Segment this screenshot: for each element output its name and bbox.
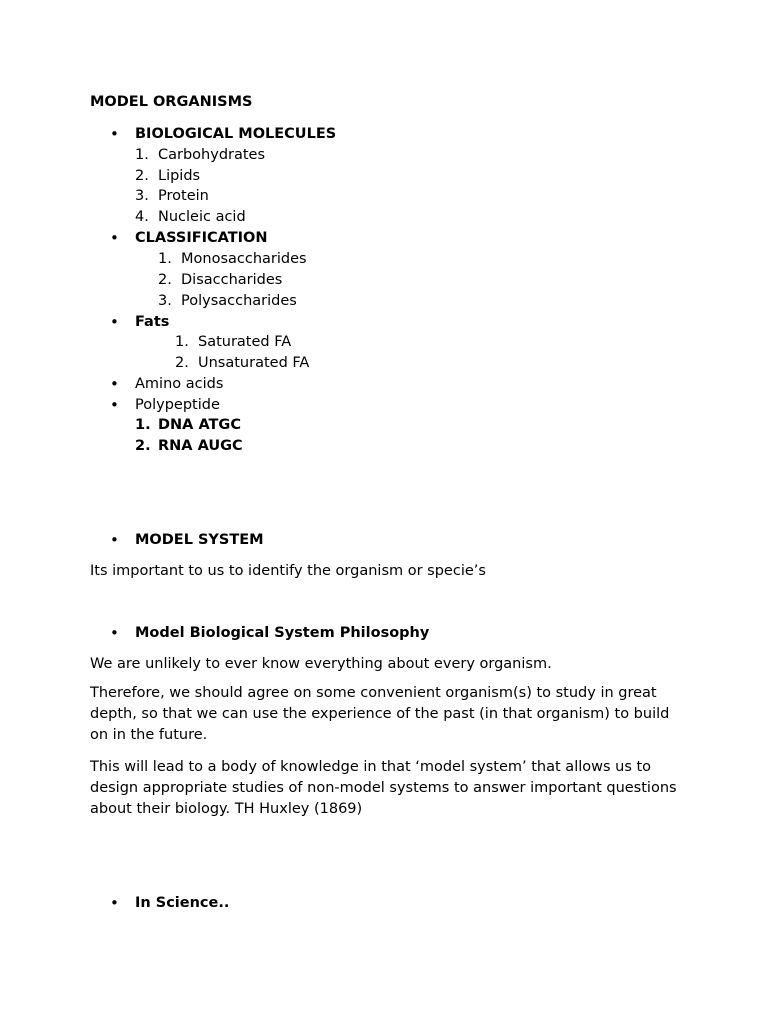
document-title: MODEL ORGANISMS — [90, 94, 253, 110]
bullet-point: • — [110, 125, 119, 143]
list-number: 2. — [158, 272, 172, 288]
list-item: DNA ATGC — [158, 417, 241, 433]
list-number: 3. — [135, 188, 149, 204]
paragraph-model-system: Its important to us to identify the organism or specie’s — [90, 563, 486, 579]
list-number: 1. — [135, 417, 151, 433]
list-item: Polysaccharides — [181, 293, 297, 309]
heading-model-system: MODEL SYSTEM — [135, 532, 264, 548]
bullet-point: • — [110, 894, 119, 912]
list-number: 2. — [135, 438, 151, 454]
paragraph-philosophy-3: This will lead to a body of knowledge in that ‘model system’ that allows us to design appropriate studies of non-model systems to answer important questions about their biology. TH Huxley (1869) — [90, 759, 677, 817]
bullet-point: • — [110, 229, 119, 247]
heading-fats: Fats — [135, 314, 170, 330]
list-item-polypeptide: Polypeptide — [135, 397, 220, 413]
list-number: 2. — [175, 355, 189, 371]
list-number: 3. — [158, 293, 172, 309]
bullet-point: • — [110, 531, 119, 549]
bullet-point: • — [110, 624, 119, 642]
bullet-point: • — [110, 396, 119, 414]
list-number: 1. — [158, 251, 172, 267]
list-item: Saturated FA — [198, 334, 292, 350]
heading-biological-molecules: BIOLOGICAL MOLECULES — [135, 126, 337, 142]
list-item-amino-acids: Amino acids — [135, 376, 224, 392]
list-item: Nucleic acid — [158, 209, 246, 225]
heading-classification: CLASSIFICATION — [135, 230, 268, 246]
list-item: Disaccharides — [181, 272, 283, 288]
bullet-point: • — [110, 313, 119, 331]
list-item: Carbohydrates — [158, 147, 266, 163]
bullet-point: • — [110, 375, 119, 393]
list-item: Unsaturated FA — [198, 355, 310, 371]
list-number: 1. — [175, 334, 189, 350]
list-item: RNA AUGC — [158, 438, 243, 454]
list-item: Lipids — [158, 168, 201, 184]
paragraph-philosophy-2: Therefore, we should agree on some convenient organism(s) to study in great depth, so that we can use the experience of the past (in that organism) to build on in the future. — [90, 685, 670, 743]
list-number: 2. — [135, 168, 149, 184]
list-number: 1. — [135, 147, 149, 163]
list-number: 4. — [135, 209, 149, 225]
list-item: Monosaccharides — [181, 251, 307, 267]
list-item: Protein — [158, 188, 209, 204]
heading-philosophy: Model Biological System Philosophy — [135, 625, 430, 641]
paragraph-philosophy-1: We are unlikely to ever know everything about every organism. — [90, 656, 552, 672]
heading-in-science: In Science.. — [135, 895, 230, 911]
